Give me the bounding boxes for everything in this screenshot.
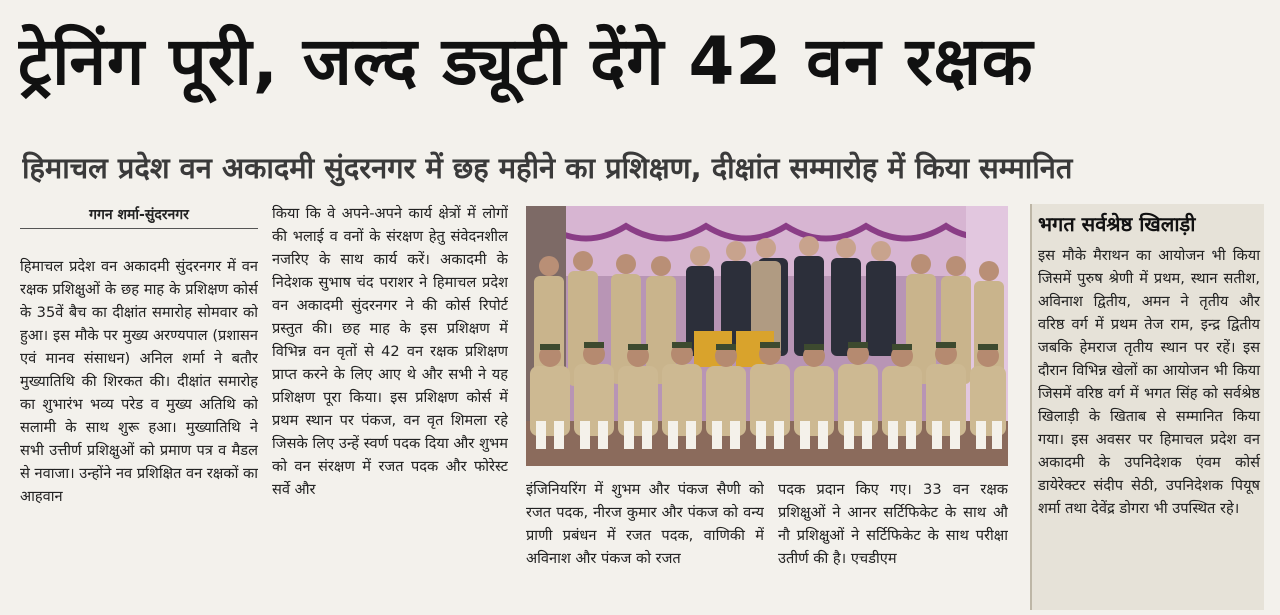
article-column-4 <box>778 478 1008 610</box>
column-3-text: इंजिनियरिंग में शुभम और पंकज सैणी को रजत पदक, नीरज कुमार और पंकज को वन्य प्राणी प्रबंधन में रजत पदक, वाणिकी में अविनाश और पंकज को रजत <box>526 481 764 567</box>
sidebar-title: भगत सर्वश्रेष्ठ खिलाड़ी <box>1038 212 1196 236</box>
sidebar-body: इस मौके मैराथन का आयोजन भी किया जिसमें पुरुष श्रेणी में प्रथम, स्थान सतीश, अविनाश द्वितीय, अमन ने तृतीय और वरिष्ठ वर्ग में प्रथम तेज राम, इन्द्र द्वितीय जबकि हेमराज तृतीय स्थान पर रहें। इस दौरान विभिन्न खेलों का आयोजन भी किया जिसमें वरिष्ठ वर्ग में भगत सिंह को सर्वश्रेष्ठ खिलाड़ी के खिताब से सम्मानित किया गया। इस अवसर पर हिमाचल प्रदेश वन अकादमी के उपनिदेशक एंवम कोर्स डायेरेक्टर संदीप सेठी, उपनिदेशक पियूष शर्मा तथा देवेंद्र डोगरा भी उपस्थित रहे। <box>1038 247 1260 517</box>
column-2-text: किया कि वे अपने-अपने कार्य क्षेत्रों में लोगों की भलाई व वनों के संरक्षण हेतु संवेदनशील नजरिए के साथ कार्य करें। अकादमी के निदेशक सुभाष चंद पराशर ने हिमाचल प्रदेश वन अकादमी सुंदरनगर ने की कोर्स रिपोर्ट प्रस्तुत की। छह माह के इस प्रशिक्षण में विभिन्न वन वृतों से 42 वन रक्षक प्रशिक्षण प्राप्त करने के लिए आए थे और सभी ने यह प्रशिक्षण पूरा किया। इस प्रशिक्षण कोर्स में प्रथम स्थान पर पंकज, वन वृत शिमला रहे जिसके लिए उन्हें स्वर्ण पदक दिया और शुभम को वन संरक्षण में रजत पदक और फोरेस्ट सर्वे और <box>272 205 508 498</box>
column-4-text: पदक प्रदान किए गए। 33 वन रक्षक प्रशिक्षुओं ने आनर सर्टिफिकेट के साथ औ नौ प्रशिक्षुओं ने सर्टिफिकेट के साथ परीक्षा उतीर्ण की है। एचडीएम <box>778 481 1008 567</box>
sidebar-box <box>1030 204 1264 610</box>
article-column-3 <box>526 478 764 610</box>
group-photo-image <box>526 206 1008 466</box>
headline: ट्रेनिंग पूरी, जल्द ड्यूटी देंगे 42 वन रक्षक <box>18 23 1034 100</box>
article-column-1 <box>20 200 258 610</box>
subheadline: हिमाचल प्रदेश वन अकादमी सुंदरनगर में छह महीने का प्रशिक्षण, दीक्षांत सम्मारोह में किया सम्मानित <box>22 151 1073 185</box>
article-column-2 <box>272 200 508 610</box>
column-1-text: हिमाचल प्रदेश वन अकादमी सुंदरनगर में वन रक्षक प्रशिक्षुओं के छह माह के प्रशिक्षण कोर्स के 35वें बैच का दीक्षांत समारोह सोमवार को हुआ। इस मौके पर मुख्य अरण्यपाल (प्रशासन एवं मानव संसाधन) अनिल शर्मा ने बतौर मुख्यातिथि की शिरकत की। दीक्षांत समारोह का शुभारंभ भव्य परेड व मुख्य अतिथि को सलामी के साथ शुरू हआ। मुख्यातिथि ने सभी उत्तीर्ण प्रशिक्षुओं को प्रमाण पत्र व मैडल से नवाजा। उन्होंने नव प्रशिक्षित वन रक्षकों का आहवान <box>20 258 258 505</box>
byline: गगन शर्मा-सुंदरनगर <box>20 204 258 229</box>
group-photo <box>526 206 1008 466</box>
